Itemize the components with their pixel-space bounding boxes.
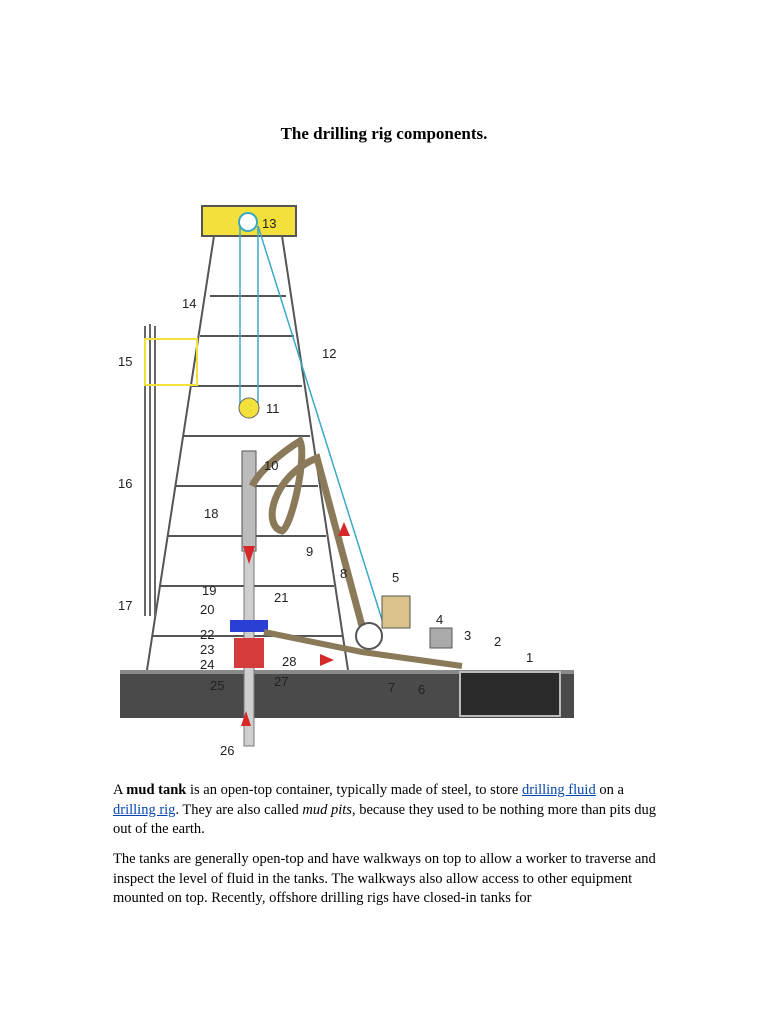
figure-label: 1: [526, 650, 534, 665]
rig-diagram-svg: [112, 196, 582, 766]
figure-label: 8: [340, 566, 348, 581]
figure-label: 28: [282, 654, 297, 669]
rotary-table: [230, 620, 268, 632]
figure-label: 21: [274, 590, 289, 605]
engine: [430, 628, 452, 648]
term-mud-tank: mud tank: [126, 782, 187, 798]
figure-label: 25: [210, 678, 225, 693]
figure-label: 18: [204, 506, 219, 521]
text-run: is an open-top container, typically made of steel, to store: [186, 782, 522, 798]
flow-arrow-return: [320, 654, 334, 666]
text-run: A: [113, 782, 127, 798]
figure-label: 13: [262, 216, 277, 231]
figure-label: 16: [118, 476, 133, 491]
page-title: The drilling rig components.: [280, 124, 488, 143]
figure-label: 2: [494, 634, 502, 649]
drawworks: [356, 623, 382, 649]
link-drilling-fluid[interactable]: drilling fluid: [521, 782, 596, 798]
monkey-board: [145, 339, 197, 385]
crown-sheave: [239, 213, 257, 231]
figure-label: 14: [182, 296, 197, 311]
figure-label: 26: [220, 743, 235, 758]
figure-label: 9: [306, 544, 314, 559]
text-run: . They are also called: [175, 801, 303, 818]
link-drilling-rig[interactable]: drilling rig: [113, 801, 176, 818]
mud-pump: [382, 596, 410, 628]
traveling-block: [239, 398, 259, 418]
term-mud-pits: mud pits: [302, 801, 352, 818]
text-run: , because they used to be nothing more than pits dug out of the earth.: [113, 801, 656, 837]
paragraph-mud-tank: [113, 781, 658, 840]
figure-label: 10: [264, 458, 279, 473]
figure-label: 6: [418, 682, 426, 697]
figure-label: 4: [436, 612, 444, 627]
figure-label: 3: [464, 628, 472, 643]
figure-label: 27: [274, 674, 289, 689]
paragraph-tanks: The tanks are generally open-top and have walkways on top to allow a worker to traverse and inspect the level of fluid in the tanks. The walkways also allow access to other equipment mounted on top. Recently, offshore drilling rigs have closed-in tanks for: [113, 851, 656, 906]
pipe-rack: [145, 324, 155, 616]
drill-line: [240, 226, 384, 626]
figure-label: 15: [118, 354, 133, 369]
figure-label: 17: [118, 598, 133, 613]
text-run: on a: [595, 782, 624, 798]
swivel: [242, 451, 256, 551]
drilling-rig-diagram: [112, 196, 582, 766]
flow-arrow-up: [338, 522, 350, 536]
figure-label: 23: [200, 642, 215, 657]
figure-label: 24: [200, 657, 215, 672]
figure-label: 19: [202, 583, 217, 598]
mud-pit: [460, 672, 560, 716]
blowout-preventer: [234, 638, 264, 668]
figure-label: 12: [322, 346, 337, 361]
figure-label: 5: [392, 570, 400, 585]
figure-label: 7: [388, 680, 396, 695]
figure-label: 22: [200, 627, 215, 642]
figure-label: 11: [266, 401, 280, 416]
figure-label: 20: [200, 602, 215, 617]
